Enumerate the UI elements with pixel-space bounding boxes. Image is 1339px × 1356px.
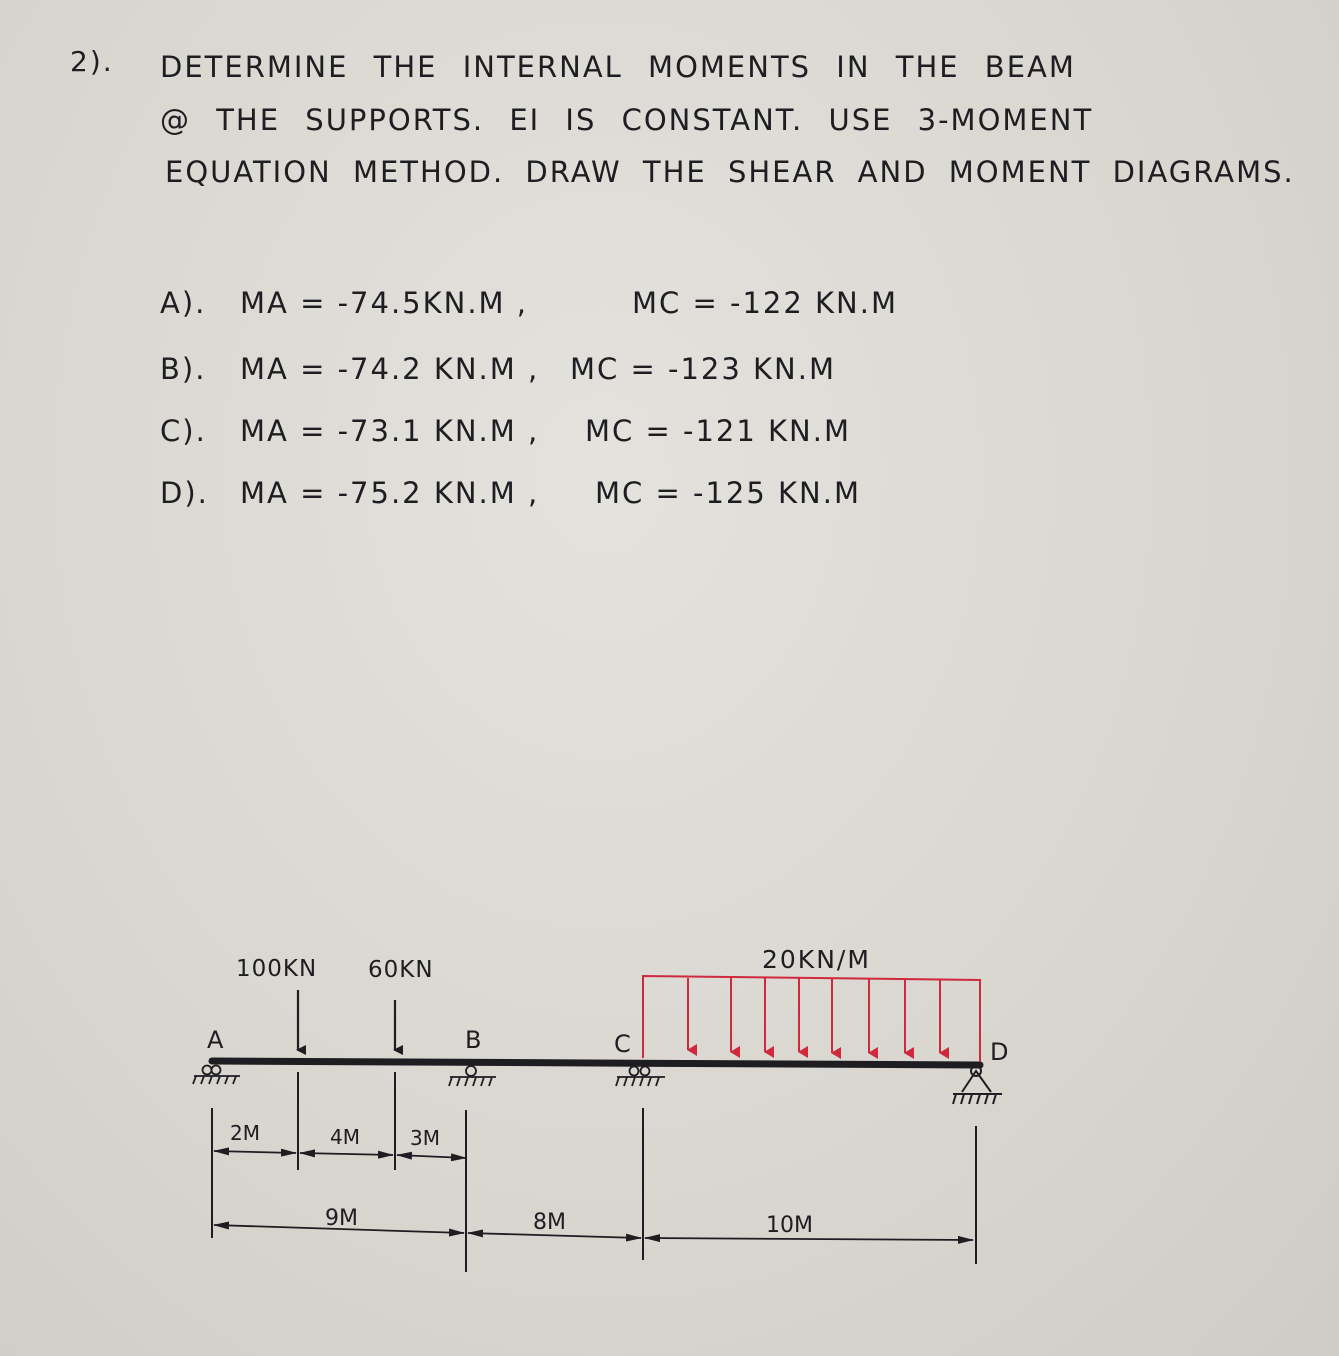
option-d-mc: MC = -125 KN.M xyxy=(595,476,861,510)
upper-dimension-line xyxy=(214,1151,466,1158)
option-c-mc: MC = -121 KN.M xyxy=(585,414,851,448)
option-b-label: B). xyxy=(160,352,207,386)
option-b-ma: MA = -74.2 KN.M , xyxy=(240,352,540,386)
support-label-c: C xyxy=(614,1030,631,1058)
support-label-d: D xyxy=(990,1038,1009,1066)
question-line-3: EQUATION METHOD. DRAW THE SHEAR AND MOMENT DIAGRAMS. xyxy=(165,155,1295,189)
dim-2m: 2M xyxy=(230,1121,260,1145)
beam xyxy=(212,1061,980,1065)
roller-support-b xyxy=(449,1066,496,1086)
option-d-ma: MA = -75.2 KN.M , xyxy=(240,476,540,510)
support-label-a: A xyxy=(207,1026,224,1054)
extension-lines xyxy=(212,1072,976,1272)
dim-9m: 9M xyxy=(325,1206,358,1231)
option-d-label: D). xyxy=(160,476,209,510)
question-line-1: DETERMINE THE INTERNAL MOMENTS IN THE BEAM xyxy=(160,50,1076,84)
option-a-ma: MA = -74.5KN.M , xyxy=(240,286,529,320)
question-line-2: @ THE SUPPORTS. EI IS CONSTANT. USE 3-MOMENT xyxy=(160,103,1094,137)
dim-8m: 8M xyxy=(533,1210,566,1235)
point-load-100-label: 100KN xyxy=(236,956,318,982)
dim-10m: 10M xyxy=(766,1213,813,1238)
roller-support-c xyxy=(616,1067,665,1087)
question-number: 2). xyxy=(70,45,114,78)
dim-4m: 4M xyxy=(330,1125,360,1149)
dim-3m: 3M xyxy=(410,1126,440,1150)
option-b-mc: MC = -123 KN.M xyxy=(570,352,836,386)
point-load-60-label: 60KN xyxy=(368,957,434,983)
support-label-b: B xyxy=(465,1026,482,1054)
distributed-load xyxy=(643,976,980,1062)
roller-support-a xyxy=(193,1066,240,1085)
pin-support-d xyxy=(953,1066,1002,1104)
distributed-load-label: 20KN/M xyxy=(762,945,871,974)
option-c-label: C). xyxy=(160,414,207,448)
option-c-ma: MA = -73.1 KN.M , xyxy=(240,414,540,448)
option-a-label: A). xyxy=(160,286,207,320)
option-a-mc: MC = -122 KN.M xyxy=(632,286,898,320)
